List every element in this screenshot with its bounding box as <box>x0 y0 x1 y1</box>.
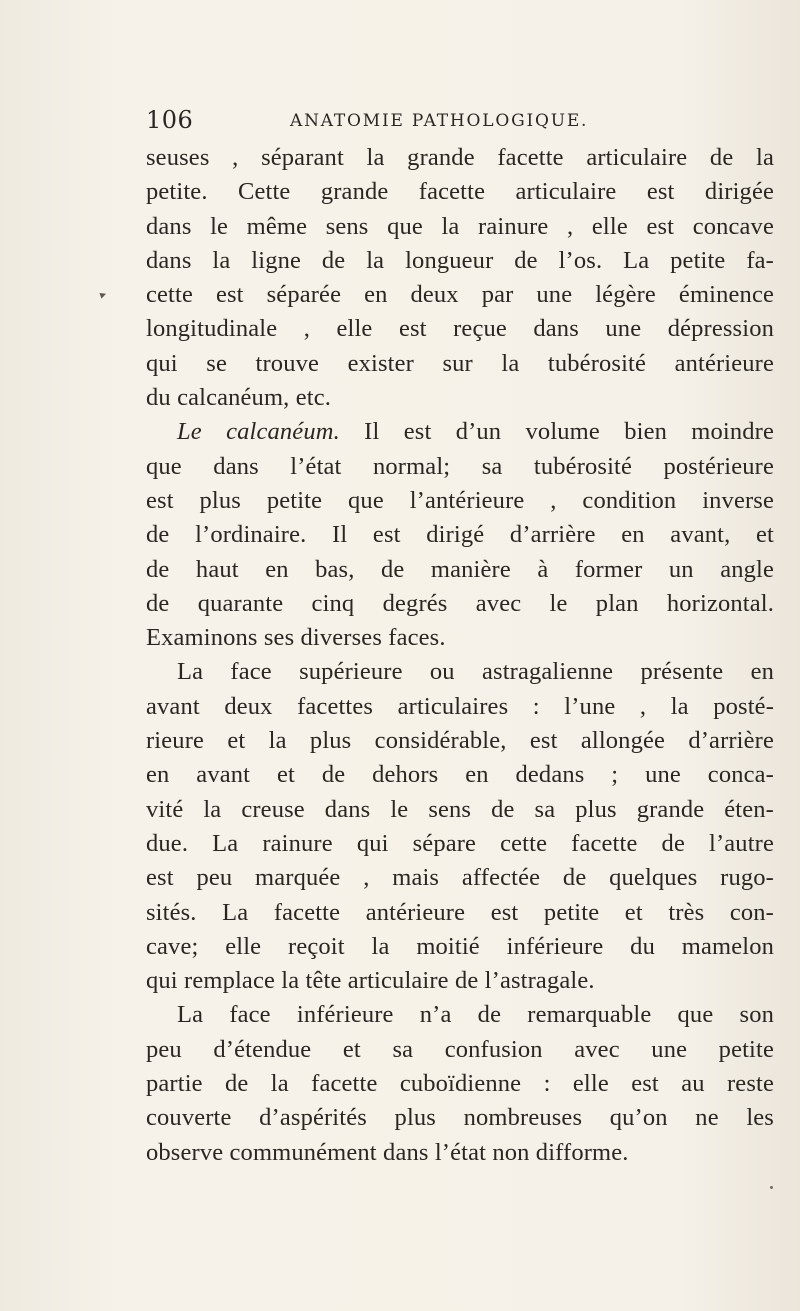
text-line-23: sités. La facette antérieure est petite et très con- <box>146 898 774 926</box>
text-line-09 <box>146 415 774 449</box>
text-line-11: est plus petite que l’antérieure , condition inverse <box>146 486 774 514</box>
text-line-21: due. La rainure qui sépare cette facette de l’autre <box>146 829 774 857</box>
text-line-10: que dans l’état normal; sa tubérosité postérieure <box>146 452 774 480</box>
text-line-19: en avant et de dehors en dedans ; une conca- <box>146 761 774 789</box>
text-line-05: cette est séparée en deux par une légère éminence <box>146 281 774 309</box>
text-line-01: seuses , séparant la grande facette articulaire de la <box>146 144 774 171</box>
text-line-24: cave; elle reçoit la moitié inférieure du mamelon <box>146 932 774 960</box>
text-line-03: dans le même sens que la rainure , elle est concave <box>146 212 774 240</box>
text-line-17: avant deux facettes articulaires : l’une , la posté- <box>146 692 774 720</box>
text-line-29: couverte d’aspérités plus nombreuses qu’on ne les <box>146 1104 774 1132</box>
text-line-09-rest: Il est d’un volume bien moindre <box>339 418 774 446</box>
text-line-25: qui remplace la tête articulaire de l’astragale. <box>146 967 595 995</box>
text-line-20: vité la creuse dans le sens de sa plus grande éten- <box>146 795 774 823</box>
section-title-calcaneum: Le calcanéum. <box>177 418 340 446</box>
body-text <box>146 141 774 1170</box>
text-line-30: observe communément dans l’état non difforme. <box>146 1138 629 1166</box>
page-header <box>146 100 766 136</box>
text-line-28: partie de la facette cuboïdienne : elle est au reste <box>146 1070 774 1098</box>
text-line-04: dans la ligne de la longueur de l’os. La petite fa- <box>146 246 774 274</box>
text-line-16: La face supérieure ou astragalienne présente en <box>177 658 774 686</box>
text-line-07: qui se trouve exister sur la tubérosité antérieure <box>146 349 774 377</box>
text-line-06: longitudinale , elle est reçue dans une dépression <box>146 315 774 343</box>
text-line-18: rieure et la plus considérable, est allongée d’arrière <box>146 727 774 755</box>
margin-mark: ▸ <box>97 286 109 302</box>
text-line-15: Examinons ses diverses faces. <box>146 624 446 652</box>
page-number: 106 <box>146 106 194 134</box>
text-line-27: peu d’étendue et sa confusion avec une petite <box>146 1035 774 1063</box>
text-line-12: de l’ordinaire. Il est dirigé d’arrière en avant, et <box>146 521 774 549</box>
page-speck <box>770 1186 773 1189</box>
running-head: ANATOMIE PATHOLOGIQUE. <box>290 111 589 131</box>
text-line-08: du calcanéum, etc. <box>146 384 331 412</box>
text-line-22: est peu marquée , mais affectée de quelques rugo- <box>146 864 774 892</box>
text-line-26: La face inférieure n’a de remarquable que son <box>177 1001 774 1029</box>
text-line-13: de haut en bas, de manière à former un angle <box>146 555 774 583</box>
text-line-02: petite. Cette grande facette articulaire est dirigée <box>146 178 774 206</box>
text-line-14: de quarante cinq degrés avec le plan horizontal. <box>146 589 774 617</box>
